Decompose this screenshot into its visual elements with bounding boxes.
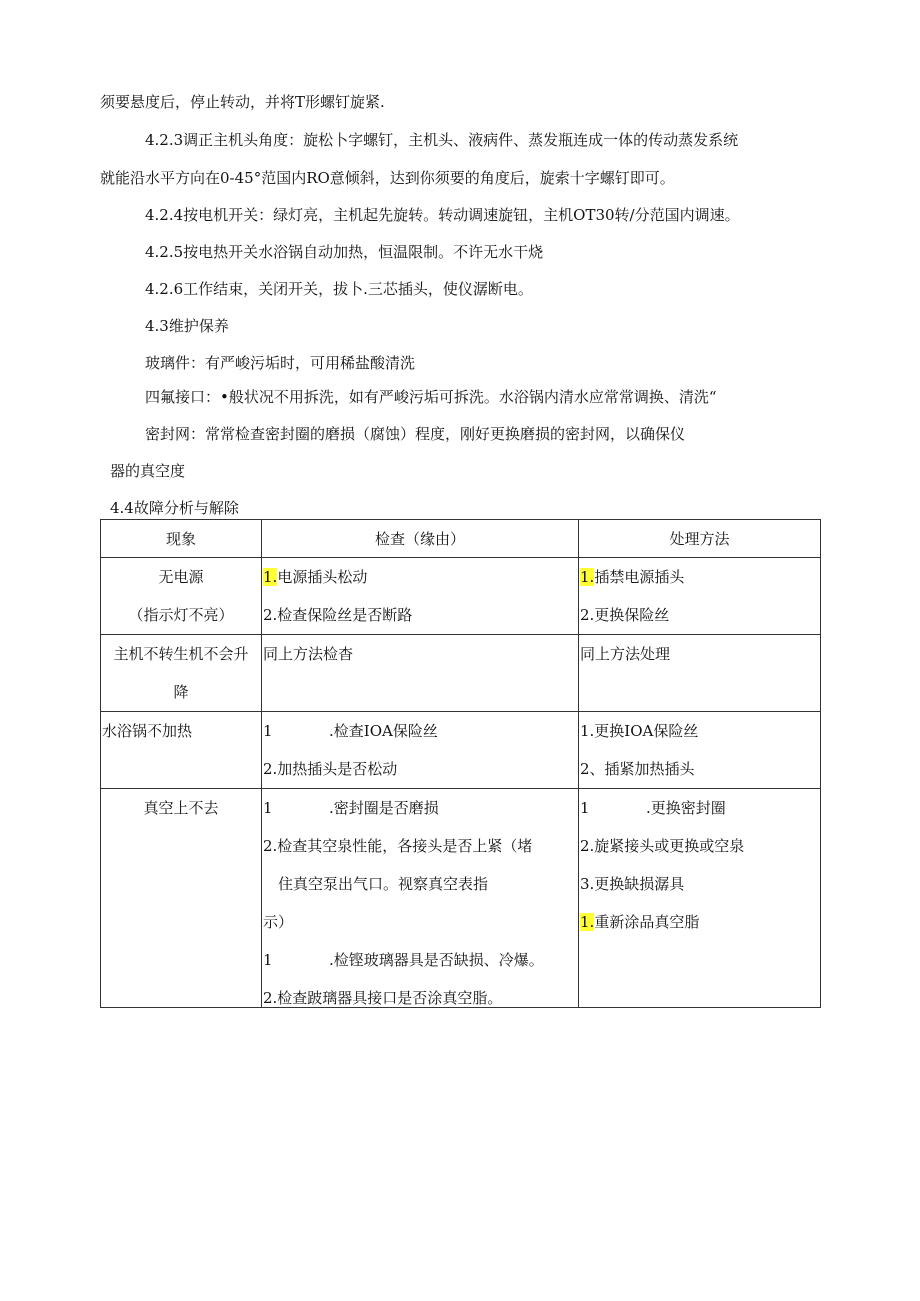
check-item xyxy=(262,558,578,596)
solution-item: 2.更换保险丝 xyxy=(580,606,670,624)
paragraph-line-2a: 4.2.3调正主机头角度：旋松卜字螺钉，主机头、液病件、蒸发瓶连成一体的传动蒸发系统 xyxy=(145,131,739,149)
solution-item xyxy=(579,903,820,941)
check-cell xyxy=(262,558,579,635)
check-item: 同上方法检杳 xyxy=(263,645,354,663)
check-item: 2.检查保险丝是否断路 xyxy=(263,606,413,624)
section-heading-4-3: 4.3维护保养 xyxy=(145,317,229,335)
check-item xyxy=(262,941,578,979)
table-row xyxy=(101,558,821,635)
table-header-row xyxy=(101,520,821,558)
phenomenon-text: 无电源 xyxy=(158,568,204,586)
phenomenon-cell xyxy=(101,635,262,712)
check-item xyxy=(262,712,578,750)
check-item xyxy=(262,789,578,827)
solution-item: 2、插紧加热插头 xyxy=(580,760,695,778)
check-cell xyxy=(262,635,579,712)
check-item-text: .检查IOA保险丝 xyxy=(329,722,438,740)
table-row xyxy=(101,712,821,789)
header-check: 检查（缘由） xyxy=(262,520,579,558)
check-item-continued: 住真空泵出气口。视察真空表指 xyxy=(278,875,489,893)
solution-cell xyxy=(579,558,821,635)
item-number-highlight: 1. xyxy=(263,568,278,586)
check-item-text: 电源插头松动 xyxy=(277,568,368,586)
header-solution: 处理方法 xyxy=(579,520,821,558)
solution-item-text: 插禁电源插头 xyxy=(594,568,685,586)
phenomenon-text: 真空上不去 xyxy=(143,799,219,817)
item-number-highlight: 1. xyxy=(580,913,595,931)
phenomenon-text: 主机不转生机不会升 xyxy=(113,645,249,663)
header-phenomenon: 现象 xyxy=(101,520,262,558)
check-cell xyxy=(262,789,579,1008)
paragraph-line-3: 4.2.4按电机开关：绿灯亮，主机起先旋转。转动调速旋钮，主机OT30转/分范国内调速。 xyxy=(145,206,740,224)
solution-cell xyxy=(579,635,821,712)
phenomenon-cell xyxy=(101,712,262,789)
paragraph-line-4: 4.2.5按电热开关水浴锅自动加热，恒温限制。不许无水干烧 xyxy=(145,243,544,261)
solution-cell xyxy=(579,789,821,1008)
phenomenon-subtext: 降 xyxy=(173,683,189,701)
phenomenon-cell xyxy=(101,558,262,635)
solution-item-text: 重新涂品真空脂 xyxy=(594,913,700,931)
check-item-text: .密封圈是否磨损 xyxy=(329,799,439,817)
item-number: 1 xyxy=(263,799,273,817)
check-cell xyxy=(262,712,579,789)
section-heading-4-4: 4.4故障分析与解除 xyxy=(110,499,239,517)
solution-item: 2.旋紧接头或更换或空泉 xyxy=(580,837,745,855)
paragraph-line-5: 4.2.6工作结束，关闭开关，拔卜.三芯插头，使仪潺断电。 xyxy=(145,280,533,298)
paragraph-line-8: 四氟接口：•般状况不用拆洗，如有严峻污垢可拆洗。水浴锅内清水应常常调换、清洗“ xyxy=(145,388,717,406)
solution-item-text: .更换密封圈 xyxy=(646,799,726,817)
solution-item: 同上方法处理 xyxy=(580,645,671,663)
paragraph-line-7: 玻璃件：有严峻污垢时，可用稀盐酸清洗 xyxy=(145,354,416,372)
phenomenon-subtext: （指示灯不亮） xyxy=(128,606,234,624)
check-item-continued: 示） xyxy=(263,913,294,931)
phenomenon-text: 水浴锅不加热 xyxy=(102,722,193,740)
paragraph-line-9: 密封网：常常检查密封圈的磨损（腐蚀）程度，刚好更换磨损的密封网，以确保仪 xyxy=(145,425,686,443)
solution-item xyxy=(579,789,820,827)
item-number: 1 xyxy=(580,799,590,817)
table-row xyxy=(101,635,821,712)
check-item-text: .检铿玻璃器具是否缺损、冷爆。 xyxy=(329,951,544,969)
fault-table xyxy=(100,519,821,1008)
check-item: 2.加热插头是否松动 xyxy=(263,760,398,778)
solution-cell xyxy=(579,712,821,789)
check-item: 2.检查其空泉性能，各接头是否上紧（堵 xyxy=(263,837,533,855)
item-number-highlight: 1. xyxy=(580,568,595,586)
phenomenon-cell xyxy=(101,789,262,1008)
paragraph-line-1: 须要悬度后，停止转动，并将T形螺钉旋紧. xyxy=(100,93,385,111)
check-item-clipped: 2.检查跛璃器具接口是否涂真空脂。 xyxy=(263,989,503,1007)
solution-item: 3.更换缺损潺具 xyxy=(580,875,685,893)
solution-item: 1.更换IOA保险丝 xyxy=(580,722,699,740)
solution-item xyxy=(579,558,820,596)
table-row xyxy=(101,789,821,1008)
item-number: 1 xyxy=(263,722,273,740)
item-number: 1 xyxy=(263,951,273,969)
paragraph-line-2b: 就能沿水平方向在0-45°范国内RO意倾斜，达到你须要的角度后，旋索十字螺钉即可。 xyxy=(100,169,675,187)
paragraph-line-10: 器的真空度 xyxy=(110,462,186,480)
